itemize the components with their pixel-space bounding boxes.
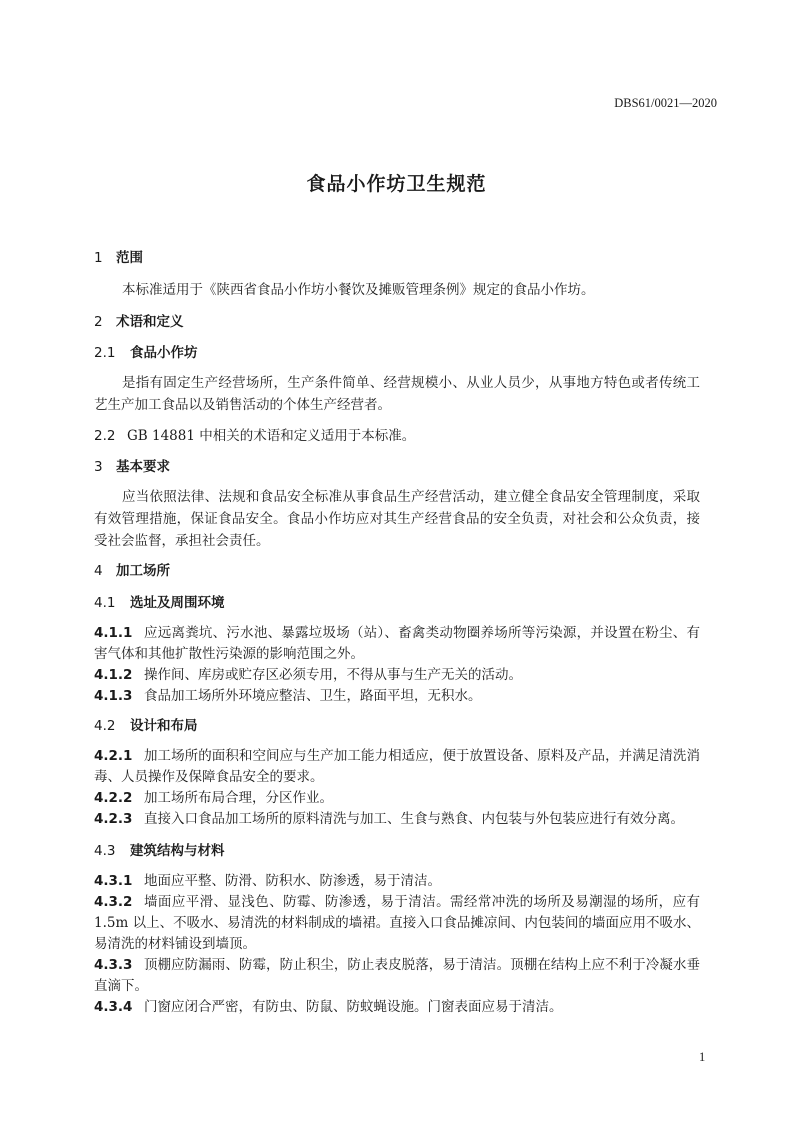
section-3-heading [94, 457, 700, 477]
clause-number: 4.3.2 [94, 894, 133, 910]
section-number: 4.1 [94, 595, 116, 611]
clause-text: 直接入口食品加工场所的原料清洗与加工、生食与熟食、内包装与外包装应进行有效分离。 [144, 811, 684, 827]
section-number: 2.1 [94, 345, 116, 361]
clause-text: 门窗应闭合严密，有防虫、防鼠、防蚊蝇设施。门窗表面应易于清洁。 [144, 999, 563, 1015]
section-title: 范围 [116, 250, 143, 266]
section-number: 3 [94, 459, 103, 475]
clause-continuation: 害气体和其他扩散性污染源的影响范围之外。 [94, 646, 364, 662]
clause-text: 顶棚应防漏雨、防霉，防止积尘，防止表皮脱落，易于清洁。顶棚在结构上应不利于冷凝水垂 [144, 957, 700, 973]
clause-number: 4.1.1 [94, 625, 133, 641]
section-4-1-clauses [94, 623, 700, 707]
section-title: 选址及周围环境 [130, 595, 225, 611]
paragraph-line: 是指有固定生产经营场所，生产条件简单、经营规模小、从业人员少，从事地方特色或者传统工 [122, 375, 700, 391]
section-title: 建筑结构与材料 [130, 843, 225, 859]
clause-4-3-1 [94, 871, 700, 892]
paragraph-line: 本标准适用于《陕西省食品小作坊小餐饮及摊贩管理条例》规定的食品小作坊。 [122, 282, 595, 298]
paragraph-line: 受社会监督，承担社会责任。 [94, 533, 270, 549]
section-4-2-heading [94, 716, 700, 736]
clause-number: 4.2.3 [94, 811, 133, 827]
section-1-paragraph [94, 279, 700, 301]
clause-continuation: 易清洗的材料铺设到墙顶。 [94, 936, 256, 952]
clause-text: GB 14881 中相关的术语和定义适用于本标准。 [127, 428, 416, 444]
clause-number: 4.1.2 [94, 667, 133, 683]
section-title: 食品小作坊 [130, 345, 198, 361]
section-number: 4.2 [94, 718, 116, 734]
clause-text: 加工场所布局合理，分区作业。 [144, 790, 333, 806]
clause-text: 食品加工场所外环境应整洁、卫生，路面平坦，无积水。 [144, 688, 482, 704]
section-number: 4 [94, 563, 103, 579]
clause-4-1-3 [94, 686, 700, 707]
paragraph-line: 应当依照法律、法规和食品安全标准从事食品生产经营活动，建立健全食品安全管理制度，采取 [122, 489, 700, 505]
section-title: 基本要求 [116, 459, 170, 475]
section-3-paragraph [94, 486, 700, 552]
clause-4-2-2 [94, 788, 700, 809]
clause-4-2-3 [94, 809, 700, 830]
section-title: 加工场所 [116, 563, 170, 579]
clause-number: 4.3.1 [94, 873, 133, 889]
section-2-1-paragraph [94, 372, 700, 416]
section-title: 术语和定义 [116, 314, 184, 330]
clause-number: 4.3.4 [94, 999, 133, 1015]
section-4-1-heading [94, 593, 700, 613]
clause-number: 4.2.2 [94, 790, 133, 806]
section-1-heading [94, 248, 700, 268]
clause-continuation: 毒、人员操作及保障食品安全的要求。 [94, 769, 324, 785]
document-title: 食品小作坊卫生规范 [306, 173, 487, 195]
clause-4-3-3 [94, 955, 700, 976]
clause-text: 应远离粪坑、污水池、暴露垃圾场（站）、畜禽类动物圈养场所等污染源，并设置在粉尘、有 [144, 625, 700, 641]
section-number: 2 [94, 314, 103, 330]
section-4-heading [94, 561, 700, 581]
clause-text: 地面应平整、防滑、防积水、防渗透，易于清洁。 [144, 873, 441, 889]
clause-text: 加工场所的面积和空间应与生产加工能力相适应，便于放置设备、原料及产品，并满足清洗消 [144, 748, 700, 764]
clause-text: 操作间、库房或贮存区必须专用，不得从事与生产无关的活动。 [144, 667, 522, 683]
section-number: 4.3 [94, 843, 116, 859]
section-4-3-heading [94, 841, 700, 861]
clause-continuation: 1.5m 以上、不吸水、易清洗的材料制成的墙裙。直接入口食品摊凉间、内包装间的墙面应用不吸水、 [94, 915, 700, 931]
standard-code: DBS61/0021—2020 [614, 96, 717, 110]
clause-4-3-4 [94, 997, 700, 1018]
clause-4-2-1 [94, 746, 700, 767]
paragraph-line: 有效管理措施，保证食品安全。食品小作坊应对其生产经营食品的安全负责，对社会和公众负责，接 [94, 511, 700, 527]
section-number: 1 [94, 250, 103, 266]
section-4-2-clauses [94, 746, 700, 830]
clause-continuation: 直滴下。 [94, 978, 148, 994]
section-2-1-heading [94, 343, 700, 363]
section-2-2-clause [94, 426, 700, 446]
section-number: 2.2 [94, 428, 116, 444]
paragraph-line: 艺生产加工食品以及销售活动的个体生产经营者。 [94, 397, 391, 413]
clause-number: 4.2.1 [94, 748, 133, 764]
page-number: 1 [699, 1050, 706, 1064]
clause-number: 4.1.3 [94, 688, 133, 704]
clause-4-3-2 [94, 892, 700, 913]
clause-text: 墙面应平滑、显浅色、防霉、防渗透，易于清洁。需经常冲洗的场所及易潮湿的场所，应有 [144, 894, 700, 910]
section-title: 设计和布局 [130, 718, 198, 734]
clause-4-1-1 [94, 623, 700, 644]
clause-number: 4.3.3 [94, 957, 133, 973]
section-2-heading [94, 312, 700, 332]
section-4-3-clauses [94, 871, 700, 1018]
clause-4-1-2 [94, 665, 700, 686]
